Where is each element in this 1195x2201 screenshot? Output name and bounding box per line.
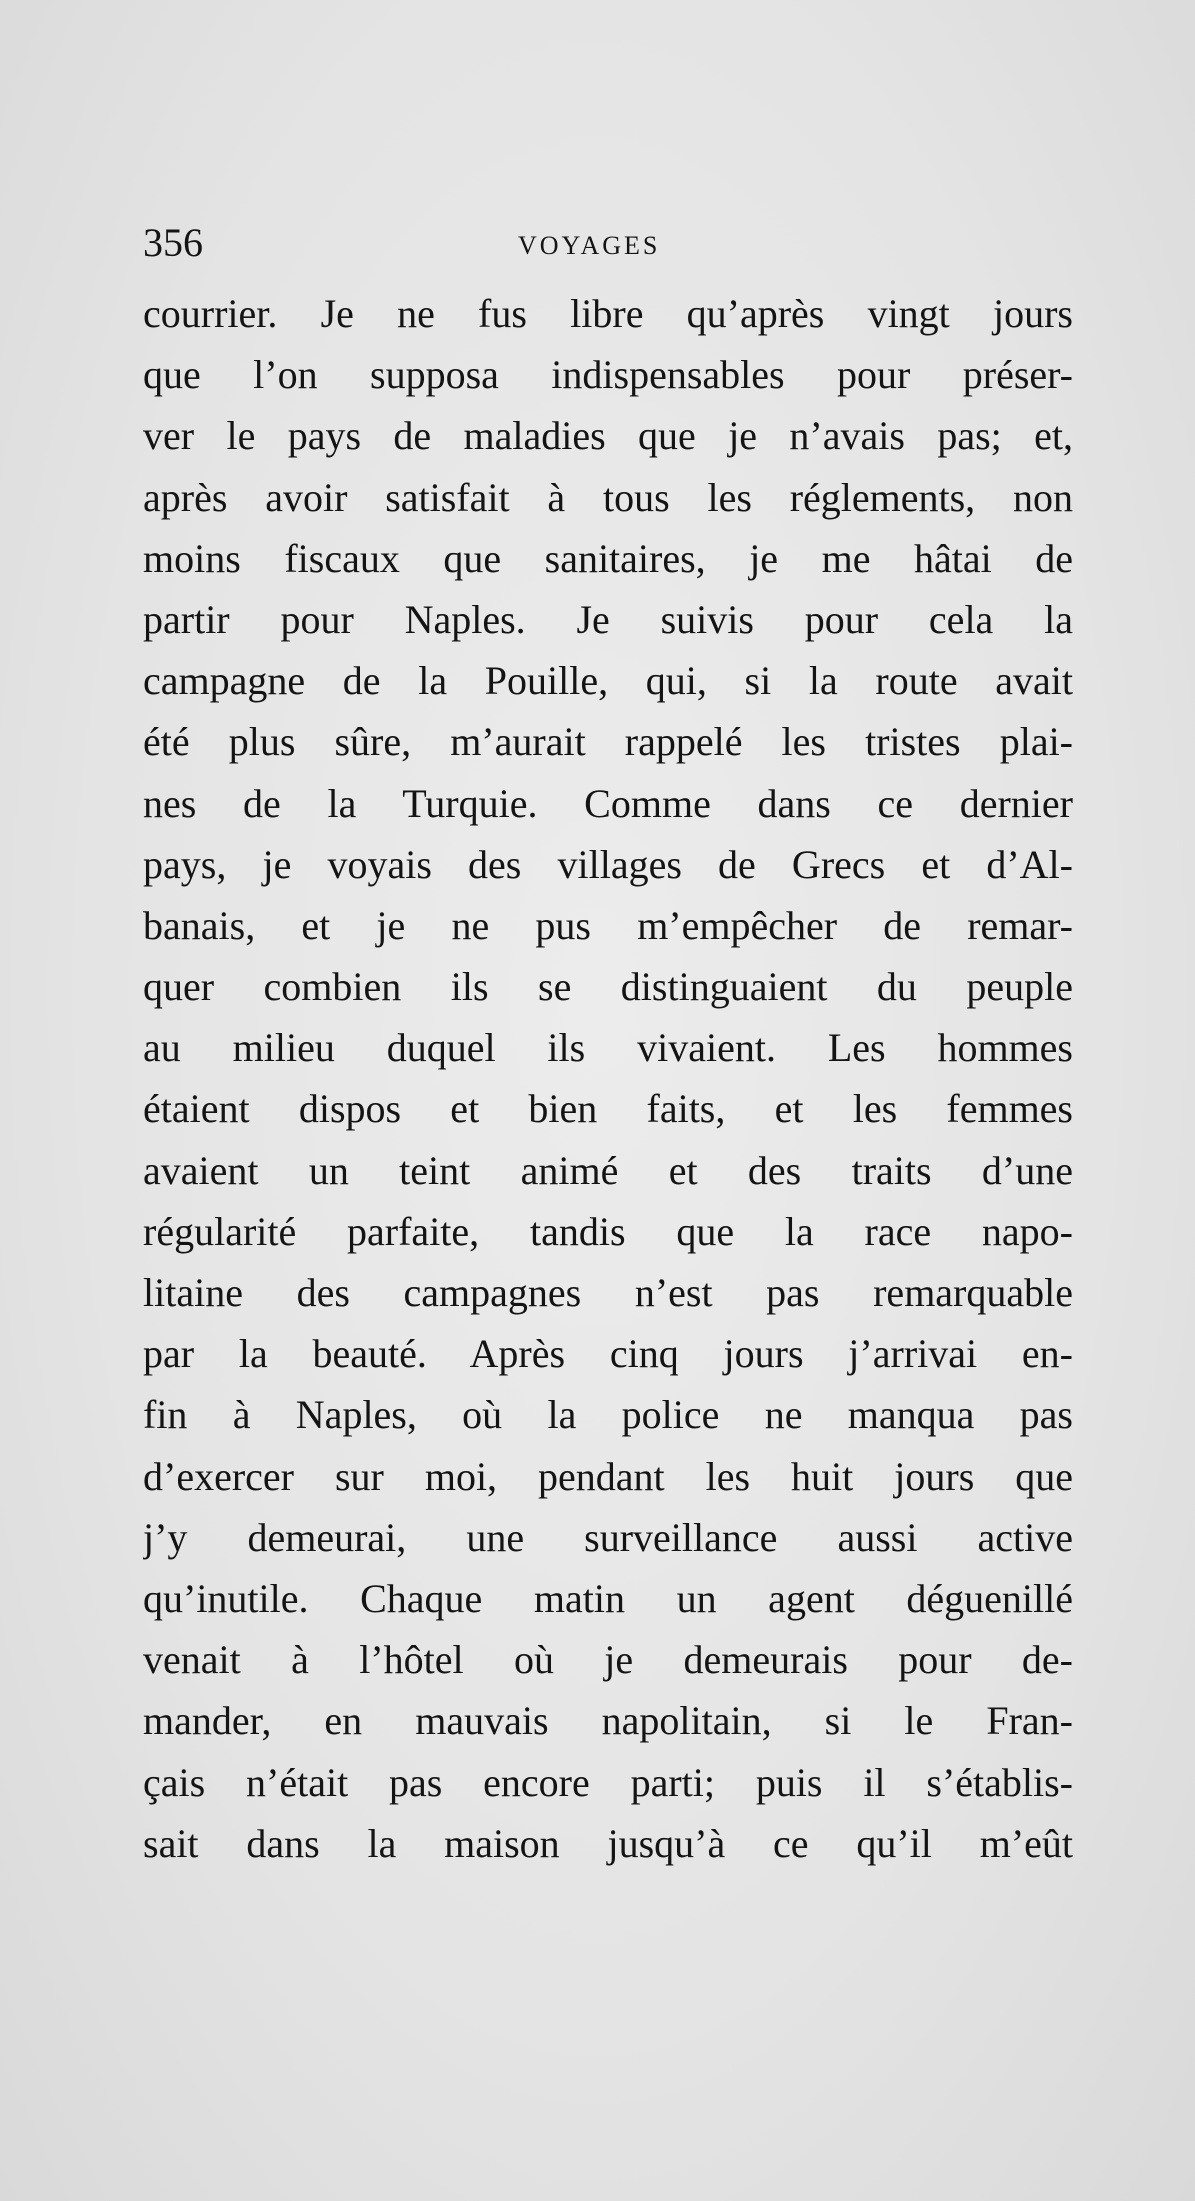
text-line: qu’inutile. Chaque matin un agent déguenillé — [143, 1575, 1073, 1621]
text-line: partir pour Naples. Je suivis pour cela la — [143, 596, 1073, 642]
text-line: d’exercer sur moi, pendant les huit jours que — [143, 1453, 1073, 1499]
text-line: quer combien ils se distinguaient du peuple — [143, 964, 1073, 1010]
page-number: 356 — [143, 220, 203, 265]
text-line: étaient dispos et bien faits, et les femmes — [143, 1086, 1073, 1132]
text-line: mander, en mauvais napolitain, si le Fran- — [143, 1698, 1073, 1744]
body-text — [143, 283, 1073, 1874]
text-line: que l’on supposa indispensables pour préser- — [143, 352, 1073, 398]
text-line: fin à Naples, où la police ne manqua pas — [143, 1392, 1073, 1438]
text-line: litaine des campagnes n’est pas remarquable — [143, 1270, 1073, 1315]
text-line: régularité parfaite, tandis que la race napo- — [143, 1208, 1073, 1254]
text-line: avaient un teint animé et des traits d’une — [143, 1147, 1073, 1193]
text-line: sait dans la maison jusqu’à ce qu’il m’eût — [143, 1820, 1073, 1866]
running-head: VOYAGES — [518, 231, 661, 260]
text-line: par la beauté. Après cinq jours j’arrivai en- — [143, 1331, 1073, 1377]
text-line: banais, et je ne pus m’empêcher de remar- — [143, 902, 1073, 948]
text-line: au milieu duquel ils vivaient. Les hommes — [143, 1025, 1073, 1071]
text-line: j’y demeurai, une surveillance aussi active — [143, 1514, 1073, 1560]
page-header — [143, 218, 1073, 268]
text-line: courrier. Je ne fus libre qu’après vingt jours — [143, 291, 1073, 336]
text-line: été plus sûre, m’aurait rappelé les tristes plai- — [143, 719, 1073, 765]
text-line: après avoir satisfait à tous les réglements, non — [143, 474, 1073, 520]
text-line: moins fiscaux que sanitaires, je me hâtai de — [143, 535, 1073, 581]
text-line: ver le pays de maladies que je n’avais pas; et, — [143, 413, 1073, 459]
text-line: venait à l’hôtel où je demeurais pour de- — [143, 1637, 1073, 1683]
text-line: pays, je voyais des villages de Grecs et d’Al- — [143, 841, 1073, 887]
text-line: çais n’était pas encore parti; puis il s’établis- — [143, 1759, 1073, 1805]
text-line: nes de la Turquie. Comme dans ce dernier — [143, 780, 1073, 826]
text-line: campagne de la Pouille, qui, si la route avait — [143, 658, 1073, 704]
